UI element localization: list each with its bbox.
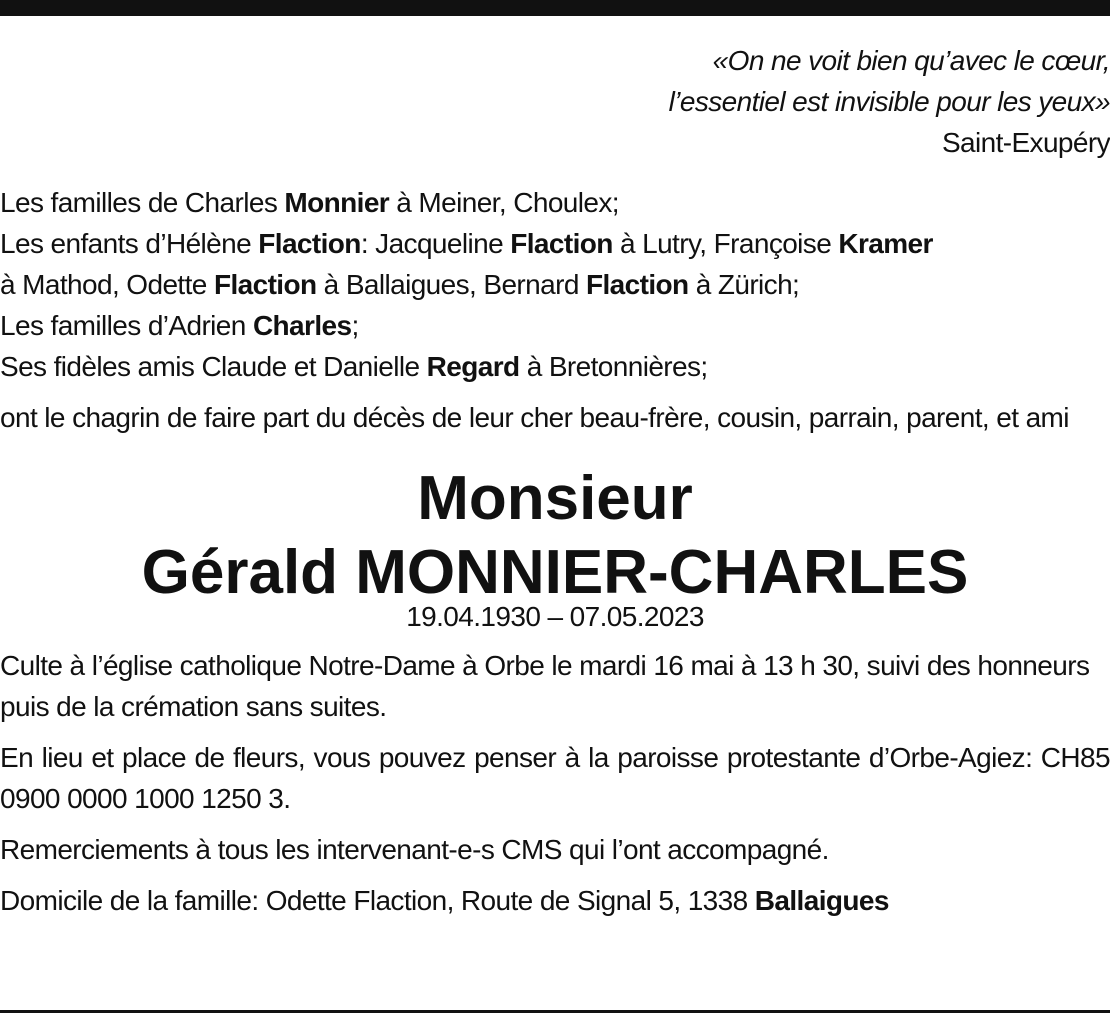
family-line bbox=[0, 305, 1110, 346]
family-line bbox=[0, 223, 1110, 264]
families-list bbox=[0, 182, 1110, 387]
thanks-text: Remerciements à tous les intervenant-e-s CMS qui l’ont accompagné. bbox=[0, 834, 829, 865]
family-name: Flaction bbox=[258, 228, 361, 259]
top-rule bbox=[0, 0, 1110, 16]
family-name: Monnier bbox=[284, 187, 390, 218]
deceased-heading bbox=[0, 462, 1110, 610]
family-text: : Jacqueline bbox=[360, 228, 511, 259]
ceremony-text: Culte à l’église catholique Notre-Dame à Orbe le mardi 16 mai à 13 h 30, suivi des honneurs puis de la crémation sans suites. bbox=[0, 650, 1090, 722]
donation-text: En lieu et place de fleurs, vous pouvez penser à la paroisse protestante d’Orbe-Agiez: CH85 0900 0000 1000 1250 3. bbox=[0, 742, 1110, 814]
family-name: Flaction bbox=[510, 228, 613, 259]
announcement-text: ont le chagrin de faire part du décès de leur cher beau-frère, cousin, parrain, parent, et ami bbox=[0, 402, 1069, 433]
family-name: Kramer bbox=[838, 228, 933, 259]
family-text: à Zürich; bbox=[688, 269, 800, 300]
family-line bbox=[0, 346, 1110, 387]
deceased-name: Gérald MONNIER-CHARLES bbox=[141, 538, 969, 607]
quote-line-1: «On ne voit bien qu’avec le cœur, bbox=[712, 45, 1110, 76]
family-text: Les familles d’Adrien bbox=[0, 310, 253, 341]
family-text: Les familles de Charles bbox=[0, 187, 285, 218]
family-name: Flaction bbox=[585, 269, 689, 300]
family-text: à Ballaigues, Bernard bbox=[316, 269, 586, 300]
epigraph-quote bbox=[0, 40, 1110, 163]
family-line bbox=[0, 182, 1110, 223]
family-text: ; bbox=[351, 310, 359, 341]
family-name: Flaction bbox=[213, 269, 317, 300]
life-dates: 19.04.1930 – 07.05.2023 bbox=[406, 601, 704, 632]
quote-line-2: l’essentiel est invisible pour les yeux» bbox=[668, 86, 1110, 117]
family-text: à Mathod, Odette bbox=[0, 269, 214, 300]
family-name: Charles bbox=[252, 310, 352, 341]
quote-author: Saint-Exupéry bbox=[941, 127, 1110, 158]
domicile-line bbox=[0, 880, 1110, 921]
family-name: Regard bbox=[426, 351, 520, 382]
family-text: Les enfants d’Hélène bbox=[0, 228, 259, 259]
family-text: à Bretonnières; bbox=[519, 351, 708, 382]
obituary-notice bbox=[0, 40, 1110, 921]
bottom-rule bbox=[0, 1010, 1110, 1013]
family-line bbox=[0, 264, 1110, 305]
honorific-title: Monsieur bbox=[417, 464, 693, 533]
family-text: à Meiner, Choulex; bbox=[389, 187, 619, 218]
domicile-text: Domicile de la famille: Odette Flaction, Route de Signal 5, 1338 bbox=[0, 885, 755, 916]
family-text: Ses fidèles amis Claude et Danielle bbox=[0, 351, 427, 382]
family-text: à Lutry, Françoise bbox=[612, 228, 839, 259]
domicile-place: Ballaigues bbox=[754, 885, 889, 916]
